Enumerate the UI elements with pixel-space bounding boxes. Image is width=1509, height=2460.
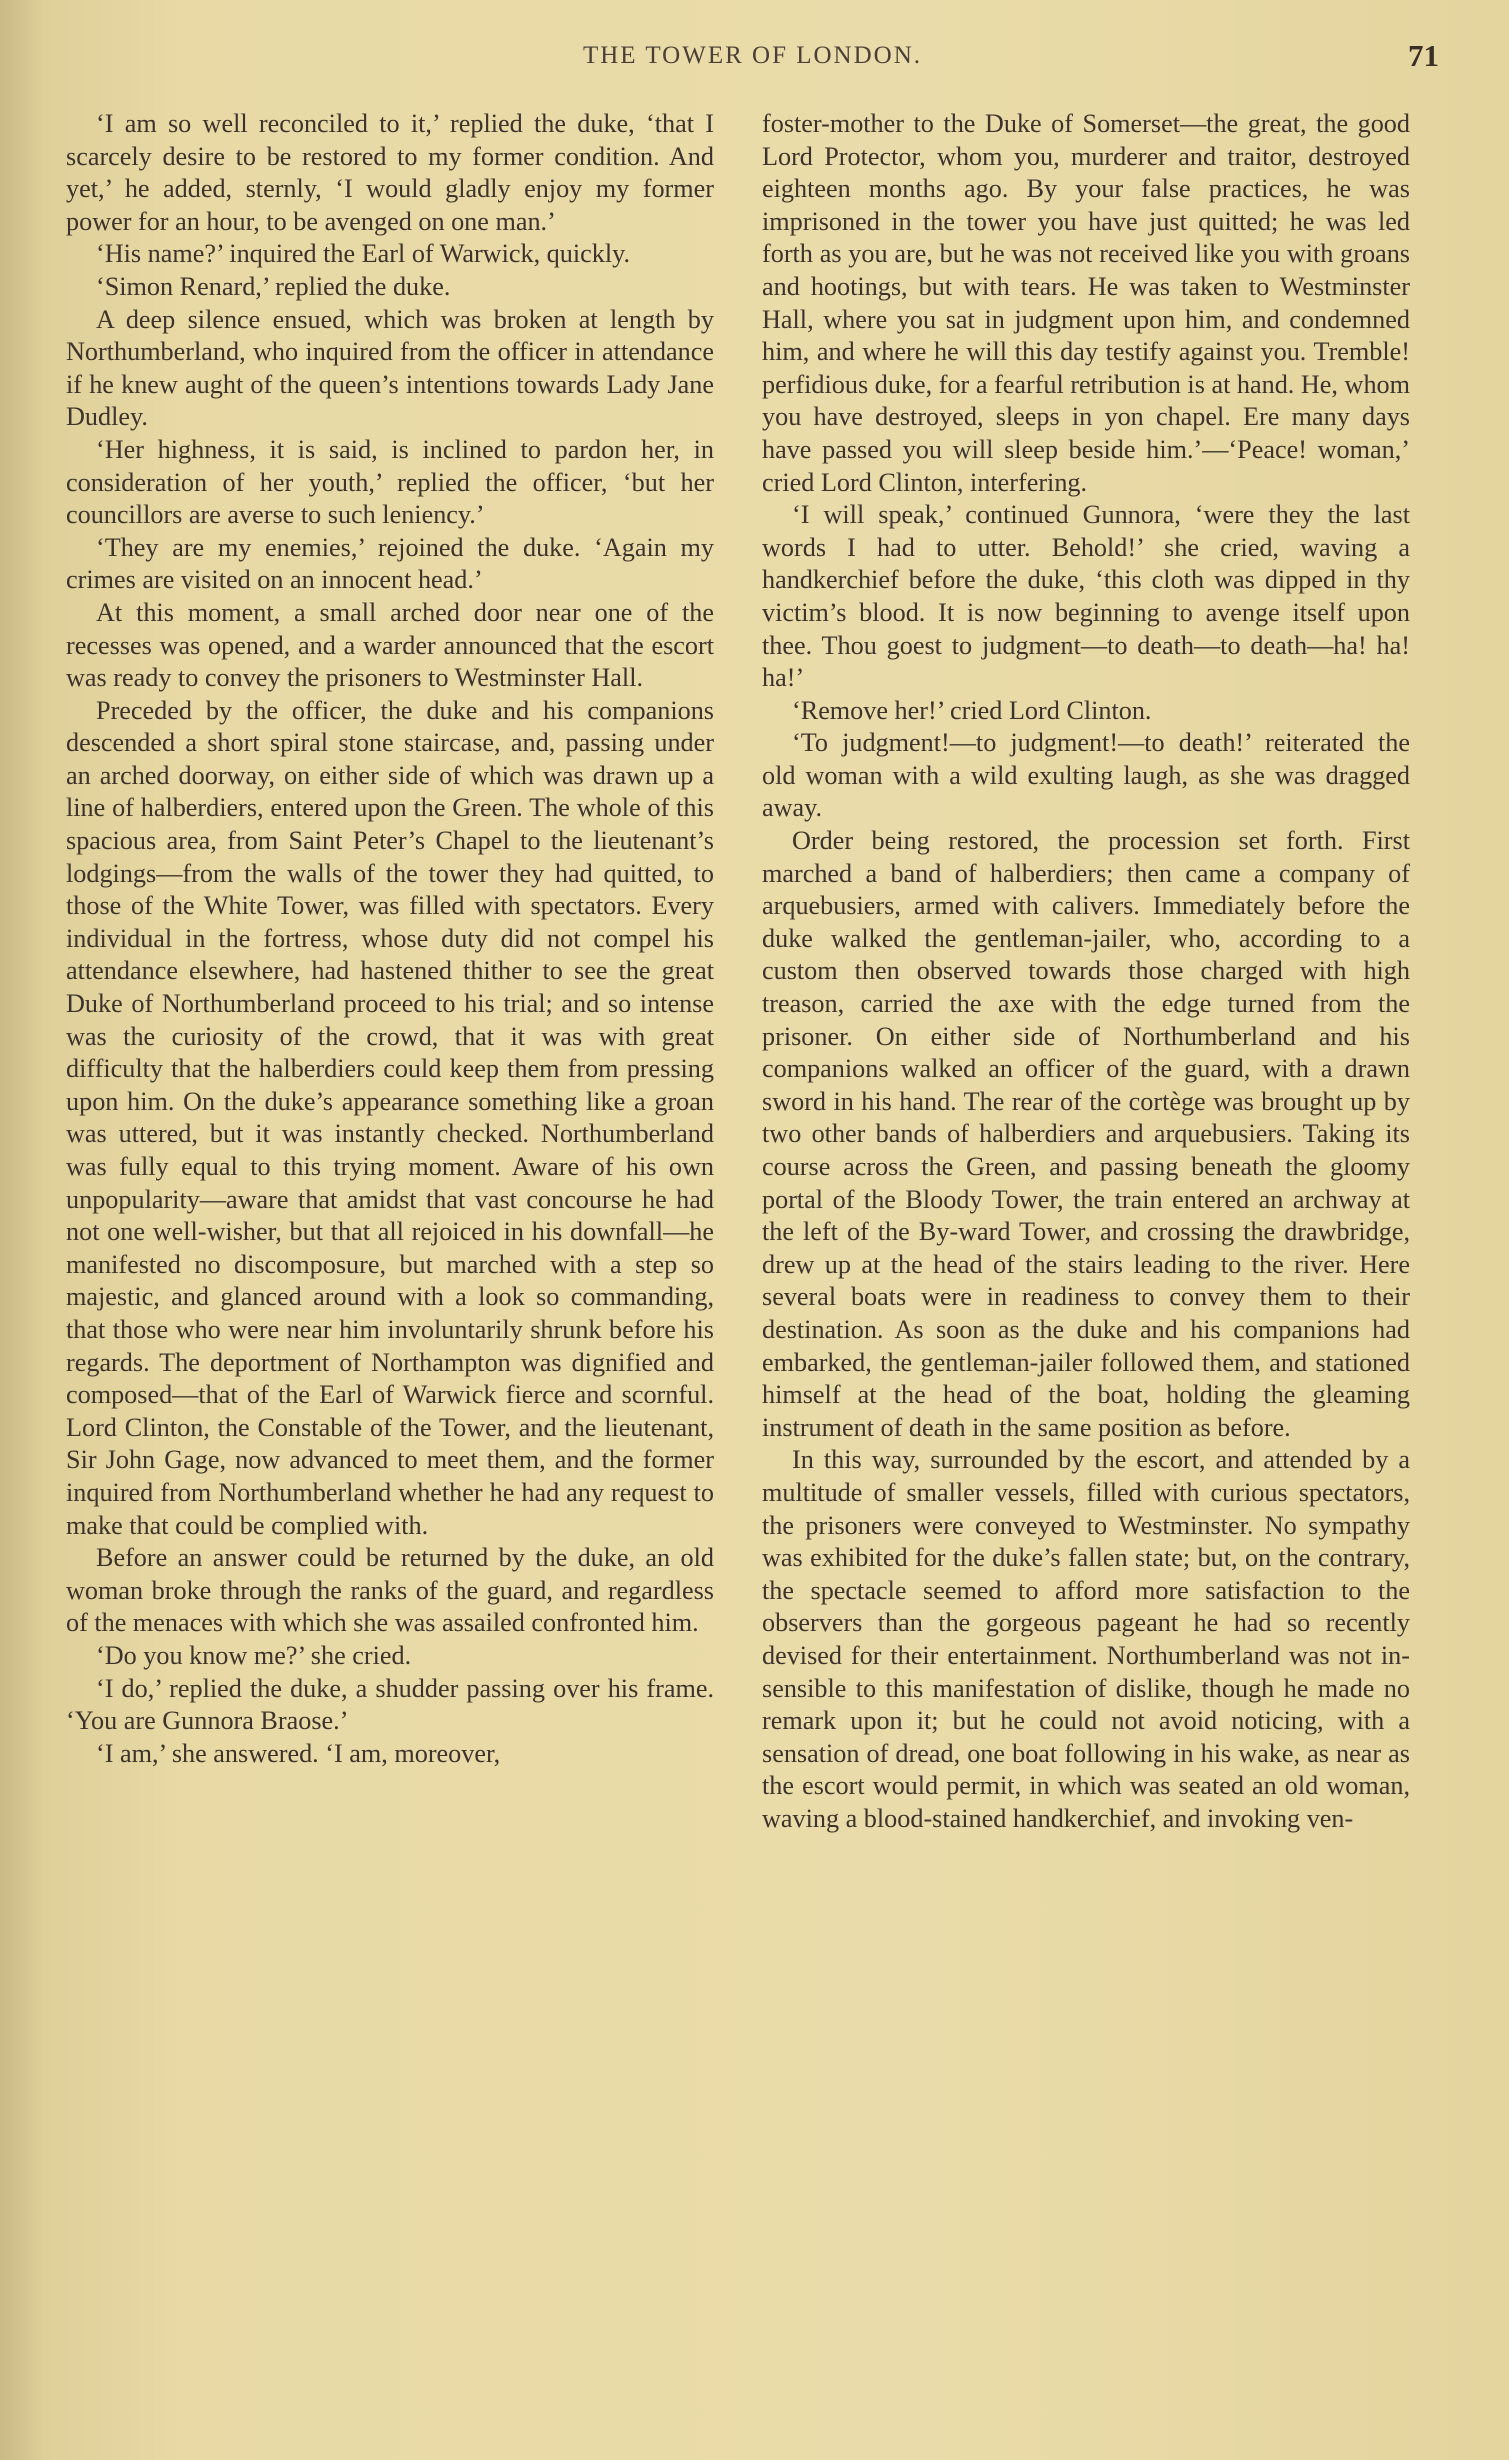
paragraph-continued: foster-mother to the Duke of Somerset—the great, the good Lord Protector, whom you, murderer and traitor, destroyed eighteen months ago. By your false practices, he was imprisoned in the tower you have just quitted; he was led forth as you are, but he was not received like you with groans and hootings, but with tears. He was taken to Westminster Hall, where you sat in judgment upon him, and condemned him, and where he will this day testify against you. Tremble! perfidious duke, for a fearful retribution is at hand. He, whom you have destroyed, sleeps in yon chapel. Ere many days have passed you will sleep beside him.’—‘Peace! woman,’ cried Lord Clinton, interfering. <box>762 109 1410 497</box>
paragraph: ‘Remove her!’ cried Lord Clinton. <box>792 695 1152 725</box>
paragraph: At this moment, a small arched door near one of the recesses was opened, and a warder announced that the escort was ready to convey the prisoners to Westminster Hall. <box>66 597 714 693</box>
paragraph: A deep silence ensued, which was broken at length by Northumberland, who inquired from the officer in attendance if he knew aught of the queen’s intentions towards Lady Jane Dudley. <box>66 304 714 432</box>
paragraph: ‘To judgment!—to judgment!—to death!’ reiterated the old woman with a wild exulting laugh, as she was dragged away. <box>762 728 1410 823</box>
paragraph: In this way, surrounded by the escort, and attended by a multitude of smaller vessels, filled with curious spectators, the prisoners were conveyed to Westminster. No sympathy was exhibited for the duke’s fallen state; but, on the contrary, the spectacle seemed to afford more satisfaction to the observers than the gorgeous pageant he had so recently devised for their entertainment. Northumberland was not insensible to this manifestation of dislike, though he made no remark upon it; but he could not avoid noticing, with a sensation of dread, one boat following in his wake, as near as the escort would permit, in which was seated an old woman, waving a blood-stained handkerchief, and invoking ven- <box>762 1445 1410 1833</box>
left-column <box>66 108 714 1770</box>
page-header <box>66 38 1439 78</box>
right-column <box>762 108 1410 1835</box>
paragraph: ‘They are my enemies,’ rejoined the duke. ‘Again my crimes are visited on an innocent head.’ <box>66 532 714 595</box>
paragraph: Preceded by the officer, the duke and his companions descended a short spiral stone staircase, and, passing under an arched doorway, on either side of which was drawn up a line of halberdiers, entered upon the Green. The whole of this spacious area, from Saint Peter’s Chapel to the lieutenant’s lodgings—from the walls of the tower they had quitted, to those of the White Tower, was filled with spectators. Every individual in the fortress, whose duty did not compel his attendance elsewhere, had hastened thither to see the great Duke of Northumberland proceed to his trial; and so intense was the curiosity of the crowd, that it was with great difficulty that the halberdiers could keep them from pressing upon him. On the duke’s appearance something like a groan was uttered, but it was instantly checked. Northumberland was fully equal to this trying moment. Aware of his own unpopularity—aware that amidst that vast concourse he had not one well-wisher, but that all rejoiced in his downfall—he manifested no discomposure, but marched with a step so majestic, and glanced around with a look so commanding, that those who were near him involuntarily shrunk before his regards. The deportment of Northampton was dignified and composed—that of the Earl of Warwick fierce and scornful. Lord Clinton, the Constable of the Tower, and the lieutenant, Sir John Gage, now advanced to meet them, and the former inquired from Northumberland whether he had any request to make that could be complied with. <box>66 695 714 1540</box>
paragraph: Before an answer could be returned by the duke, an old woman broke through the ranks of the guard, and regardless of the menaces with which she was assailed confronted him. <box>66 1543 714 1638</box>
paragraph: ‘I will speak,’ continued Gunnora, ‘were they the last words I had to utter. Behold!’ she cried, waving a handkerchief before the duke, ‘this cloth was dipped in thy victim’s blood. It is now beginning to avenge itself upon thee. Thou goest to judgment—to death—to death—ha! ha! ha!’ <box>762 500 1410 693</box>
paragraph: ‘Do you know me?’ she cried. <box>96 1640 412 1670</box>
running-head: THE TOWER OF LONDON. <box>582 42 923 69</box>
paragraph: Order being restored, the procession set forth. First marched a band of halberdiers; then came a company of arquebusiers, armed with calivers. Immediately before the duke walked the gentleman-jailer, who, according to a custom then observed towards those charged with high treason, carried the axe with the edge turned from the prisoner. On either side of Northumberland and his companions walked an officer of the guard, with a drawn sword in his hand. The rear of the cortège was brought up by two other bands of halberdiers and arquebusiers. Taking its course across the Green, and passing beneath the gloomy portal of the Bloody Tower, the train entered an archway at the left of the By-ward Tower, and crossing the drawbridge, drew up at the head of the stairs leading to the river. Here several boats were in readiness to convey them to their destination. As soon as the duke and his companions had embarked, the gentleman-jailer followed them, and stationed himself at the head of the boat, holding the gleaming instrument of death in the same position as before. <box>762 826 1410 1442</box>
paragraph: ‘I am,’ she answered. ‘I am, moreover, <box>96 1738 501 1768</box>
paragraph: ‘His name?’ inquired the Earl of Warwick, quickly. <box>96 239 631 269</box>
page-number: 71 <box>1408 38 1439 73</box>
paragraph: ‘Simon Renard,’ replied the duke. <box>96 271 451 301</box>
paragraph: ‘I do,’ replied the duke, a shudder passing over his frame. ‘You are Gunnora Braose.’ <box>66 1673 714 1736</box>
paragraph: ‘Her highness, it is said, is inclined to pardon her, in consideration of her youth,’ replied the officer, ‘but her councillors are averse to such leniency.’ <box>66 434 714 530</box>
paragraph: ‘I am so well reconciled to it,’ replied the duke, ‘that I scarcely desire to be restored to my former condition. And yet,’ he added, sternly, ‘I would gladly enjoy my former power for an hour, to be avenged on one man.’ <box>66 109 714 236</box>
